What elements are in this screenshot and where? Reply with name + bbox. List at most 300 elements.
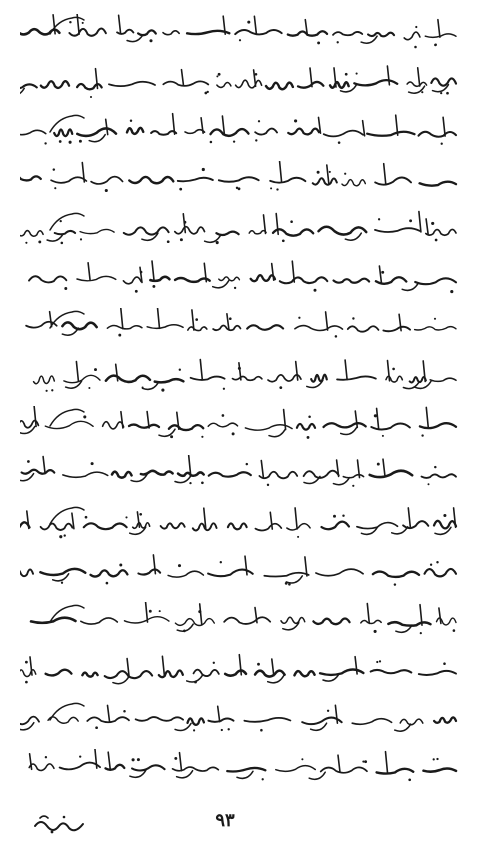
word-stroke	[373, 572, 419, 577]
ascender-stroke	[377, 408, 379, 428]
word-stroke	[313, 178, 337, 185]
word-stroke	[84, 523, 127, 529]
ascender-stroke	[418, 68, 420, 86]
diacritic-dot	[307, 436, 310, 439]
descender-stroke	[341, 427, 357, 434]
diacritic-dot	[233, 140, 235, 142]
ascender-stroke	[386, 752, 388, 773]
diacritic-dot	[202, 168, 205, 171]
diacritic-dot	[434, 318, 436, 320]
word-stroke	[224, 617, 270, 624]
ascender-stroke	[162, 656, 164, 676]
word-stroke	[268, 375, 301, 382]
ascender-stroke	[292, 261, 294, 282]
diacritic-dot	[218, 73, 221, 76]
word-stroke	[211, 129, 249, 136]
ascender-stroke	[200, 360, 202, 380]
diacritic-dot	[132, 758, 135, 761]
word-stroke	[415, 278, 456, 284]
word-stroke	[129, 425, 159, 428]
diacritic-dot	[327, 710, 329, 712]
ascender-stroke	[296, 362, 298, 381]
diacritic-dot	[140, 271, 143, 274]
manuscript-line	[20, 357, 460, 397]
word-stroke	[127, 128, 143, 134]
diacritic-dot	[317, 171, 320, 174]
diacritic-dot	[352, 317, 354, 319]
slanted-word-stroke	[50, 507, 84, 524]
word-stroke	[400, 719, 423, 725]
handwriting-strokes	[20, 406, 460, 446]
slanted-word-stroke	[50, 115, 84, 132]
word-stroke	[437, 618, 457, 625]
diacritic-dot	[201, 481, 204, 484]
diacritic-dot	[25, 242, 27, 244]
manuscript-line	[20, 602, 460, 642]
ascender-stroke	[218, 706, 220, 721]
diacritic-dot	[53, 168, 55, 170]
diacritic-dot	[431, 222, 434, 225]
diacritic-dot	[54, 187, 56, 189]
diacritic-dot	[238, 367, 241, 370]
diacritic-dot	[344, 173, 346, 175]
ascender-stroke	[153, 555, 155, 574]
ascender-stroke	[180, 753, 182, 771]
manuscript-line	[20, 112, 460, 152]
ascender-stroke	[335, 705, 337, 723]
diacritic-dot	[433, 758, 435, 760]
diacritic-dot	[258, 120, 260, 122]
diacritic-dot	[257, 663, 260, 666]
diacritic-dot	[189, 482, 191, 484]
descender-stroke	[269, 430, 285, 437]
word-stroke	[419, 132, 457, 137]
word-stroke	[227, 768, 265, 772]
word-stroke	[107, 325, 142, 328]
word-stroke	[20, 569, 33, 576]
diacritic-dot	[149, 39, 152, 42]
ascender-stroke	[326, 312, 328, 330]
ascender-stroke	[355, 411, 357, 427]
word-stroke	[106, 376, 150, 382]
diacritic-dot	[82, 22, 84, 24]
diacritic-dot	[51, 389, 53, 391]
word-stroke	[31, 618, 76, 623]
word-stroke	[255, 129, 277, 135]
handwriting-strokes	[20, 651, 460, 691]
word-stroke	[20, 717, 39, 725]
word-stroke	[51, 177, 86, 183]
word-stroke	[295, 326, 343, 331]
word-stroke	[91, 570, 128, 576]
ascender-stroke	[182, 70, 184, 86]
manuscript-text-block	[20, 14, 460, 804]
diacritic-dot	[441, 143, 443, 145]
word-stroke	[80, 229, 114, 233]
word-stroke	[383, 327, 410, 331]
manuscript-line	[20, 504, 460, 544]
descender-stroke	[175, 723, 191, 730]
word-stroke	[266, 83, 293, 90]
diacritic-dot	[130, 120, 132, 122]
word-stroke	[434, 717, 456, 722]
descender-stroke	[309, 772, 325, 779]
ascender-stroke	[108, 705, 110, 721]
ascender-stroke	[121, 308, 123, 329]
diacritic-dot	[198, 610, 201, 613]
ascender-stroke	[338, 755, 340, 772]
word-stroke	[426, 229, 456, 235]
descender-stroke	[159, 429, 175, 436]
diacritic-dot	[236, 187, 238, 189]
diacritic-dot	[80, 238, 82, 240]
word-stroke	[236, 80, 262, 88]
diacritic-dot	[301, 758, 303, 760]
manuscript-line	[20, 406, 460, 446]
word-stroke	[123, 277, 141, 284]
diacritic-dot	[88, 387, 90, 389]
diacritic-dot	[135, 290, 138, 293]
ascender-stroke	[272, 264, 274, 281]
word-stroke	[311, 375, 327, 382]
manuscript-line	[20, 553, 460, 593]
word-stroke	[77, 276, 116, 280]
word-stroke	[431, 78, 456, 85]
diacritic-dot	[159, 610, 161, 612]
word-stroke	[304, 471, 339, 478]
diacritic-dot	[64, 287, 67, 290]
word-stroke	[368, 33, 394, 37]
descender-stroke	[333, 478, 349, 485]
diacritic-dot	[262, 778, 264, 780]
word-stroke	[255, 524, 281, 531]
manuscript-line	[20, 455, 460, 495]
diacritic-dot	[178, 564, 181, 567]
word-stroke	[259, 472, 297, 479]
diacritic-dot	[179, 188, 182, 191]
diacritic-dot	[223, 388, 225, 390]
handwriting-strokes	[20, 602, 460, 642]
diacritic-dot	[436, 758, 438, 760]
word-stroke	[20, 231, 43, 237]
diacritic-dot	[216, 75, 218, 77]
diacritic-dot	[69, 141, 72, 144]
ascender-stroke	[146, 602, 148, 622]
word-stroke	[273, 229, 313, 235]
manuscript-line	[20, 63, 460, 103]
ascender-stroke	[454, 508, 456, 527]
ascender-stroke	[295, 508, 297, 529]
ascender-stroke	[387, 66, 389, 85]
descender-stroke	[237, 771, 253, 778]
ascender-stroke	[310, 68, 312, 87]
descender-stroke	[20, 474, 34, 481]
word-stroke	[407, 82, 427, 86]
diacritic-dot	[139, 513, 142, 516]
descender-stroke	[143, 382, 159, 389]
descender-stroke	[213, 281, 229, 288]
handwriting-strokes	[20, 455, 460, 495]
diacritic-dot	[434, 44, 437, 47]
diacritic-dot	[60, 220, 62, 222]
word-stroke	[112, 472, 132, 478]
handwriting-strokes	[20, 749, 460, 789]
word-stroke	[208, 423, 237, 427]
diacritic-dot	[194, 681, 197, 684]
word-stroke	[159, 671, 183, 678]
descender-stroke	[205, 235, 221, 242]
diacritic-dot	[356, 73, 358, 75]
diacritic-dot	[362, 761, 364, 763]
word-stroke	[191, 377, 225, 380]
diacritic-dot	[83, 415, 86, 418]
word-stroke	[324, 131, 363, 137]
word-stroke	[77, 128, 116, 136]
word-stroke	[87, 717, 129, 722]
word-stroke	[163, 81, 208, 86]
folio-number: ۹۳	[215, 810, 235, 831]
word-stroke	[40, 569, 85, 575]
word-stroke	[147, 325, 183, 329]
diacritic-dot	[335, 335, 338, 338]
word-stroke	[270, 178, 305, 183]
diacritic-dot	[345, 73, 348, 76]
diacritic-dot	[260, 729, 263, 732]
ascender-stroke	[95, 749, 97, 768]
manuscript-line	[20, 749, 460, 789]
word-stroke	[321, 767, 367, 772]
word-stroke	[213, 326, 240, 331]
word-stroke	[302, 718, 342, 725]
word-stroke	[63, 472, 108, 477]
word-stroke	[34, 376, 55, 384]
diacritic-dot	[285, 582, 288, 585]
diacritic-dot	[61, 242, 64, 245]
diacritic-dot	[64, 534, 66, 536]
word-stroke	[425, 569, 457, 576]
ascender-stroke	[108, 752, 110, 769]
diacritic-dot	[420, 632, 422, 634]
diacritic-dot	[195, 318, 198, 321]
slanted-word-stroke	[50, 311, 84, 328]
word-stroke	[420, 182, 456, 186]
descender-stroke	[177, 771, 193, 778]
word-stroke	[370, 471, 412, 477]
word-stroke	[219, 177, 259, 181]
ascender-stroke	[272, 659, 274, 676]
word-stroke	[209, 472, 251, 476]
diacritic-dot	[44, 142, 46, 144]
word-stroke	[20, 670, 36, 677]
word-stroke	[343, 475, 363, 478]
word-stroke	[287, 524, 310, 530]
slanted-word-stroke	[50, 213, 84, 230]
word-stroke	[178, 178, 213, 182]
diacritic-dot	[329, 171, 331, 173]
diacritic-dot	[91, 462, 94, 465]
ascender-stroke	[408, 508, 410, 527]
diacritic-dot	[282, 239, 285, 242]
diacritic-dot	[239, 39, 241, 41]
diacritic-dot	[392, 368, 395, 371]
diacritic-dot	[338, 141, 341, 144]
word-stroke	[185, 130, 205, 134]
diacritic-dot	[170, 435, 173, 438]
diacritic-dot	[25, 661, 28, 664]
diacritic-dot	[421, 434, 423, 436]
diacritic-dot	[434, 466, 436, 468]
word-stroke	[388, 622, 430, 625]
word-stroke	[41, 81, 69, 88]
diacritic-dot	[59, 535, 62, 538]
ascender-stroke	[200, 604, 202, 624]
ascender-stroke	[419, 212, 421, 232]
ascender-stroke	[254, 70, 256, 86]
diacritic-dot	[394, 583, 396, 585]
diacritic-dot	[279, 386, 282, 389]
diacritic-dot	[79, 755, 81, 757]
diacritic-dot	[94, 368, 97, 371]
handwriting-strokes	[20, 210, 460, 250]
word-stroke	[175, 278, 210, 282]
handwriting-strokes	[20, 357, 460, 397]
diacritic-dot	[193, 729, 195, 731]
word-stroke	[216, 232, 238, 235]
word-stroke	[342, 180, 365, 186]
word-stroke	[168, 571, 203, 577]
diacritic-dot	[374, 414, 377, 417]
diacritic-dot	[123, 710, 126, 713]
catchword	[30, 808, 90, 838]
diacritic-dot	[229, 317, 232, 320]
word-stroke	[330, 82, 349, 88]
word-stroke	[410, 377, 426, 383]
ascender-stroke	[423, 361, 425, 382]
diacritic-dot	[142, 386, 144, 388]
word-stroke	[29, 276, 66, 282]
word-stroke	[55, 231, 75, 234]
word-stroke	[316, 569, 363, 576]
word-stroke	[422, 474, 457, 478]
diacritic-dot	[440, 92, 442, 94]
ascender-stroke	[254, 16, 256, 34]
diacritic-dot	[167, 240, 170, 243]
diacritic-dot	[221, 729, 223, 731]
diacritic-dot	[125, 516, 127, 518]
diacritic-dot	[213, 662, 215, 664]
word-stroke	[225, 670, 246, 675]
word-stroke	[22, 470, 55, 474]
diacritic-dot	[267, 484, 269, 486]
word-stroke	[161, 523, 185, 528]
diacritic-dot	[137, 758, 140, 761]
word-stroke	[352, 719, 391, 725]
word-stroke	[348, 326, 379, 331]
word-stroke	[244, 718, 290, 722]
word-stroke	[337, 376, 376, 379]
diacritic-dot	[308, 415, 311, 418]
diacritic-dot	[255, 139, 257, 141]
word-stroke	[69, 28, 105, 35]
diacritic-dot	[270, 187, 272, 189]
word-stroke	[46, 670, 72, 676]
diacritic-dot	[246, 463, 248, 465]
word-stroke	[82, 673, 97, 677]
diacritic-dot	[430, 564, 432, 566]
ascender-stroke	[284, 410, 286, 430]
manuscript-line	[20, 259, 460, 299]
diacritic-dot	[294, 119, 297, 122]
diacritic-dot	[38, 240, 41, 243]
word-stroke	[354, 80, 397, 85]
ascender-stroke	[383, 459, 385, 476]
word-stroke	[48, 717, 78, 723]
word-stroke	[20, 176, 41, 180]
ascender-stroke	[152, 261, 154, 280]
ascender-stroke	[426, 219, 428, 234]
ascender-stroke	[106, 119, 108, 134]
ascender-stroke	[327, 165, 329, 183]
word-stroke	[247, 325, 283, 330]
ascender-stroke	[443, 117, 445, 136]
word-stroke	[124, 227, 169, 234]
diacritic-dot	[247, 21, 250, 24]
diacritic-dot	[415, 26, 417, 28]
diacritic-dot	[364, 760, 367, 763]
diacritic-dot	[228, 728, 230, 730]
word-stroke	[361, 620, 381, 623]
word-stroke	[251, 275, 275, 281]
diacritic-dot	[179, 369, 181, 371]
word-stroke	[194, 670, 219, 676]
word-stroke	[280, 277, 328, 283]
word-stroke	[415, 327, 456, 330]
word-stroke	[249, 231, 266, 234]
diacritic-dot	[414, 46, 417, 49]
diacritic-dot	[408, 778, 411, 781]
word-stroke	[173, 767, 219, 771]
diacritic-dot	[27, 460, 30, 463]
word-stroke	[141, 471, 173, 475]
word-stroke	[367, 132, 414, 136]
ascender-stroke	[158, 308, 160, 328]
slanted-word-stroke	[50, 409, 84, 426]
handwriting-strokes	[20, 259, 460, 299]
ascender-stroke	[27, 511, 29, 528]
word-stroke	[375, 228, 420, 232]
word-stroke	[404, 32, 420, 40]
word-stroke	[20, 84, 37, 88]
diacritic-dot	[374, 630, 377, 633]
word-stroke	[324, 423, 366, 427]
diacritic-dot	[379, 660, 381, 662]
diacritic-dot	[333, 515, 336, 518]
manuscript-line	[20, 210, 460, 250]
handwriting-strokes	[20, 504, 460, 544]
handwriting-strokes	[20, 700, 460, 740]
word-stroke	[133, 523, 150, 529]
diacritic-dot	[234, 287, 236, 289]
diacritic-dot	[428, 483, 430, 485]
word-stroke	[103, 422, 124, 429]
diacritic-dot	[381, 271, 384, 274]
ascender-stroke	[439, 608, 441, 624]
ascender-stroke	[34, 406, 36, 426]
diacritic-dot	[288, 583, 291, 586]
diacritic-dot	[204, 92, 207, 95]
diacritic-dot	[453, 629, 456, 632]
diacritic-dot	[220, 561, 222, 563]
